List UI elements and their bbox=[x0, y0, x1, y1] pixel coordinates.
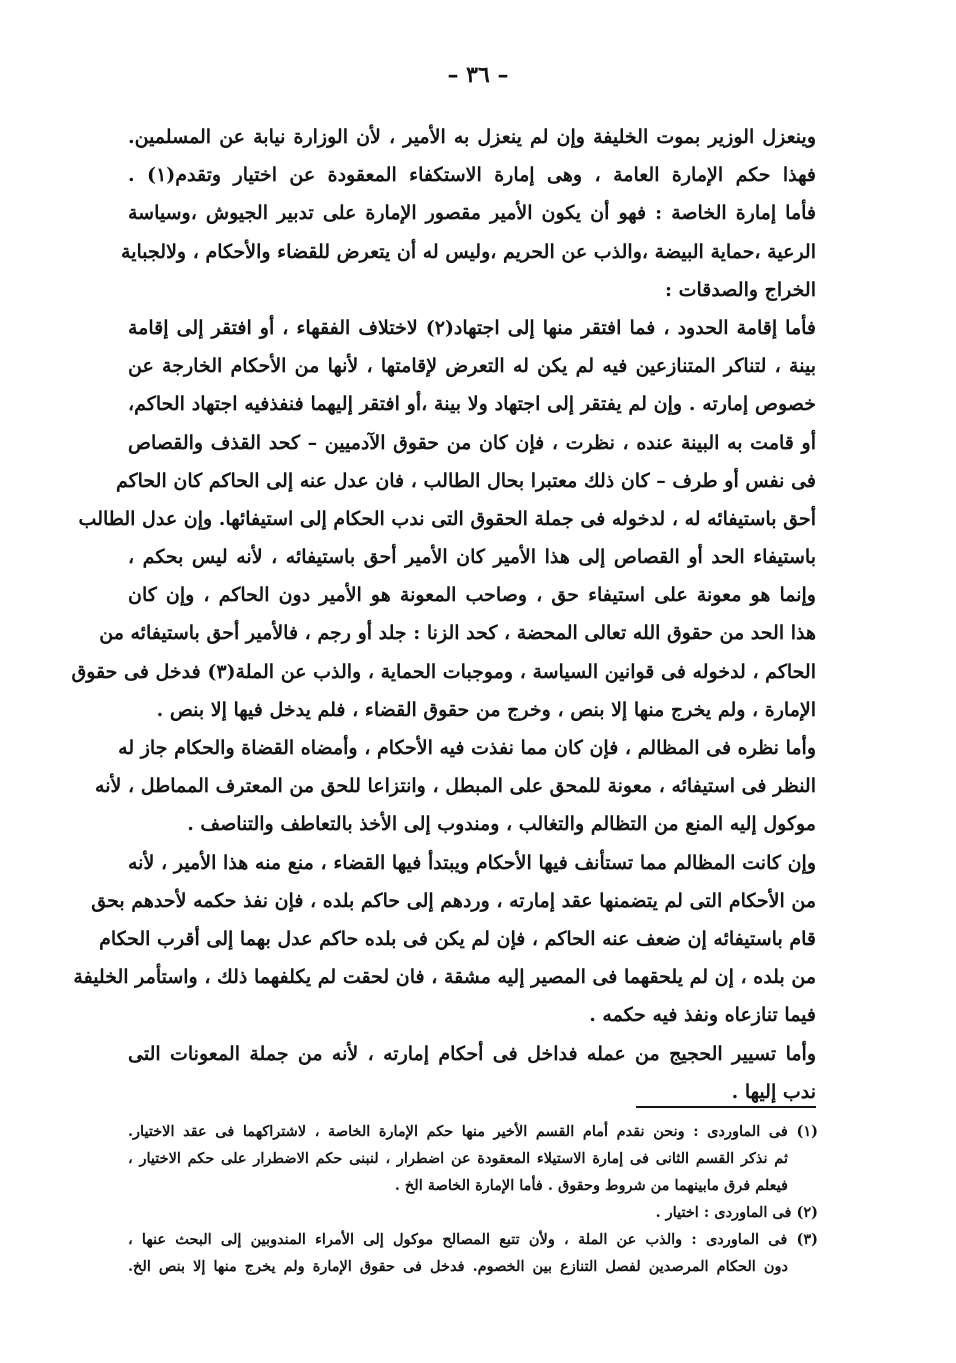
text-line: الإمارة ، ولم يخرج منها إلا بنص ، وخرج من حقوق القضاء ، فلم يدخل فيها إلا بنص . bbox=[156, 698, 816, 721]
text-line: بينة ، لتناكر المتنازعين فيه لم يكن له التعرض لإقامتها ، لأنها من الأحكام الخارجة عن bbox=[128, 355, 816, 378]
text-line: الخراج والصدقات : bbox=[664, 278, 816, 301]
text-line: الرعية ،حماية البيضة ،والذب عن الحريم ،وليس له أن يتعرض للقضاء والأحكام ، ولالجباية bbox=[121, 240, 816, 263]
text-line: أحق باستيفائه له ، لدخوله فى جملة الحقوق التى ندب الحكام إلى استيفائها. وإن عدل الطالب bbox=[78, 507, 816, 530]
footnote-line: دون الحكام المرصدين لفصل التنازع بين الخصوم. فدخل فى حقوق الإمارة ولم يخرج منها إلا بنص الخ. bbox=[128, 1258, 788, 1275]
text-line: النظر فى استيفائه ، معونة للمحق على المبطل ، وانتزاعا للحق من المعترف المماطل ، لأنه bbox=[95, 775, 816, 798]
text-line: الحاكم ، لدخوله فى قوانين السياسة ، وموجبات الحماية ، والذب عن الملة(٣) فدخل فى حقوق bbox=[71, 660, 816, 683]
text-line: هذا الحد من حقوق الله تعالى المحضة ، كحد الزنا : جلد أو رجم ، فالأمير أحق باستيفائه من bbox=[99, 622, 816, 645]
text-line: فى نفس أو طرف – كان ذلك معتبرا بحال الطالب ، فان عدل عنه إلى الحاكم كان الحاكم bbox=[115, 469, 816, 492]
page-number: – ٣٦ – bbox=[447, 62, 509, 88]
text-line: باستيفاء الحد أو القصاص إلى هذا الأمير كان الأمير أحق باستيفائه ، لأنه ليس بحكم ، bbox=[128, 546, 816, 569]
main-text bbox=[71, 118, 816, 1111]
footnote-line: (١) فى الماوردى : ونحن نقدم أمام القسم الأخير منها حكم الإمارة الخاصة ، لاشتراكهما فى عقد الاختيار. bbox=[128, 1123, 818, 1140]
text-line: قام باستيفائه إن ضعف عنه الحاكم ، فإن لم يكن فى بلده حاكم عدل بهما إلى أقرب الحكام bbox=[99, 927, 816, 950]
footnote-line: فيعلم فرق مابينهما من شروط وحقوق . فأما الإمارة الخاصة الخ . bbox=[394, 1177, 788, 1194]
text-line: فهذا حكم الإمارة العامة ، وهى إمارة الاستكفاء المعقودة عن اختيار وتقدم(١) . bbox=[128, 164, 816, 187]
footnote-line: ثم نذكر القسم الثانى فى إمارة الاستيلاء المعقودة عن اضطرار ، لنبنى حكم الاضطرار على حكم الاختيار ، bbox=[128, 1150, 788, 1167]
text-line: خصوص إمارته . وإن لم يفتقر إلى اجتهاد ولا بينة ،أو افتقر إليهما فنفذفيه اجتهاد الحاكم، bbox=[128, 393, 816, 416]
footnote-line: (٣) فى الماوردى : والذب عن الملة ، ولأن تتبع المصالح موكول إلى الأمراء المندوبين إلى البحث عنها ، bbox=[128, 1231, 818, 1248]
text-line: فأما إمارة الخاصة : فهو أن يكون الأمير مقصور الإمارة على تدبير الجيوش ،وسياسة bbox=[128, 202, 816, 225]
footnote-separator bbox=[636, 1106, 816, 1108]
text-line: وإنما هو معونة على استيفاء حق ، وصاحب المعونة هو الأمير دون الحاكم ، وإن كان bbox=[128, 584, 816, 607]
text-line: أو قامت به البينة عنده ، نظرت ، فإن كان من حقوق الآدميين – كحد القذف والقصاص bbox=[128, 431, 816, 454]
text-line: من بلده ، إن لم يلحقهما فى المصير إليه مشقة ، فان لحقت لم يكلفهما ذلك ، واستأمر الخليفة bbox=[73, 966, 816, 989]
text-line: ندب إليها . bbox=[731, 1080, 816, 1103]
text-line: من الأحكام التى لم يتضمنها عقد إمارته ، وردهم إلى حاكم بلده ، فإن نفذ حكمه لأحدهم بحق bbox=[91, 889, 816, 912]
footnotes bbox=[128, 1118, 818, 1280]
text-line: وأما نظره فى المظالم ، فإن كان مما نفذت فيه الأحكام ، وأمضاه القضاة والحكام جاز له bbox=[118, 737, 816, 759]
text-line: وأما تسيير الحجيج من عمله فداخل فى أحكام إمارته ، لأنه من جملة المعونات التى bbox=[128, 1042, 816, 1065]
text-line: وينعزل الوزير بموت الخليفة وإن لم ينعزل به الأمير ، لأن الوزارة نيابة عن المسلمين. bbox=[128, 126, 816, 148]
text-line: وإن كانت المظالم مما تستأنف فيها الأحكام ويبتدأ فيها القضاء ، منع منه هذا الأمير ، لأنه bbox=[128, 851, 816, 874]
text-line: موكول إليه المنع من التظالم والتغالب ، ومندوب إلى الأخذ بالتعاطف والتناصف . bbox=[187, 813, 816, 836]
text-line: فيما تنازعاه ونفذ فيه حكمه . bbox=[589, 1004, 816, 1027]
text-line: فأما إقامة الحدود ، فما افتقر منها إلى اجتهاد(٢) لاختلاف الفقهاء ، أو افتقر إلى إقامة bbox=[128, 316, 816, 339]
footnote-line: (٢) فى الماوردى : اختيار . bbox=[655, 1204, 818, 1221]
